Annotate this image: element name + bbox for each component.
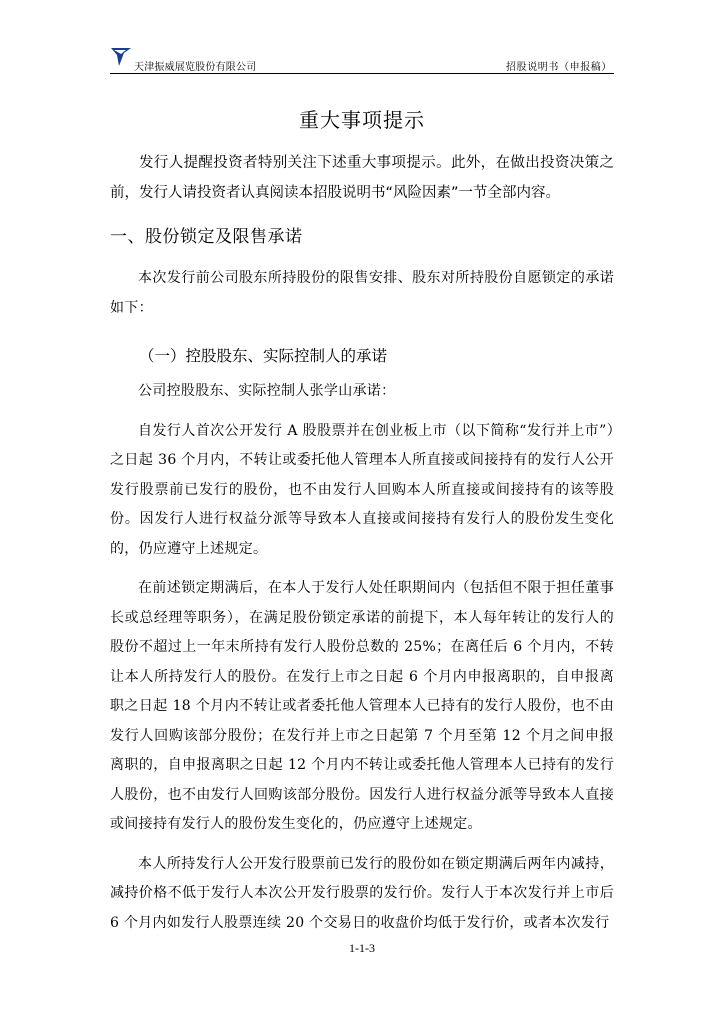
paragraph: 公司控股股东、实际控制人张学山承诺： xyxy=(138,383,396,399)
section-lead-paragraph: 本次发行前公司股东所持股份的限售安排、股东对所持股份自愿锁定的承诺如下： xyxy=(110,270,614,316)
document-type: 招股说明书（申报稿） xyxy=(506,62,612,73)
document-body xyxy=(110,148,614,938)
header-divider xyxy=(110,73,614,74)
section-heading: 一、股份锁定及限售承诺 xyxy=(110,227,303,247)
paragraph: 在前述锁定期满后，在本人于发行人处任职期间内（包括但不限于担任董事长或总经理等职务），在满足股份锁定承诺的前提下，本人每年转让的发行人的股份不超过上一年末所持有发行人股份总数的 25%；在离任后 6 个月内，不转让本人所持发行人的股份。在发行上市之日起 6 个月内申报离职的，自申报离职之日起 18 个月内不转让或者委托他人管理本人已持有的发行人股份，也不由发行人回购该部分股份；在发行并上市之日起第 7 个月至第 12 个月之间申报离职的，自申报离职之日起 12 个月内不转让或委托他人管理本人已持有的发行人股份，也不由发行人回购该部分股份。因发行人进行权益分派等导致本人直接或间接持有发行人的股份发生变化的，仍应遵守上述规定。 xyxy=(110,580,614,832)
company-logo-icon xyxy=(110,46,132,68)
company-name: 天津振威展览股份有限公司 xyxy=(134,62,257,73)
page-title: 重大事项提示 xyxy=(299,108,425,132)
page-header xyxy=(110,44,614,74)
subsection-heading: （一）控股股东、实际控制人的承诺 xyxy=(139,347,388,365)
intro-paragraph: 发行人提醒投资者特别关注下述重大事项提示。此外，在做出投资决策之前，发行人请投资者认真阅读本招股说明书“风险因素”一节全部内容。 xyxy=(110,155,614,201)
page-number: 1-1-3 xyxy=(349,941,375,955)
paragraph: 自发行人首次公开发行 A 股股票并在创业板上市（以下简称“发行并上市”）之日起 36 个月内，不转让或委托他人管理本人所直接或间接持有的发行人公开发行股票前已发行的股份，也不由发行人回购本人所直接或间接持有的该等股份。因发行人进行权益分派等导致本人直接或间接持有发行人的股份发生变化的，仍应遵守上述规定。 xyxy=(110,422,614,557)
paragraph: 本人所持发行人公开发行股票前已发行的股份如在锁定期满后两年内减持，减持价格不低于发行人本次公开发行股票的发行价。发行人于本次发行并上市后 6 个月内如发行人股票连续 20 个交易日的收盘价均低于发行价，或者本次发行 xyxy=(110,855,614,931)
